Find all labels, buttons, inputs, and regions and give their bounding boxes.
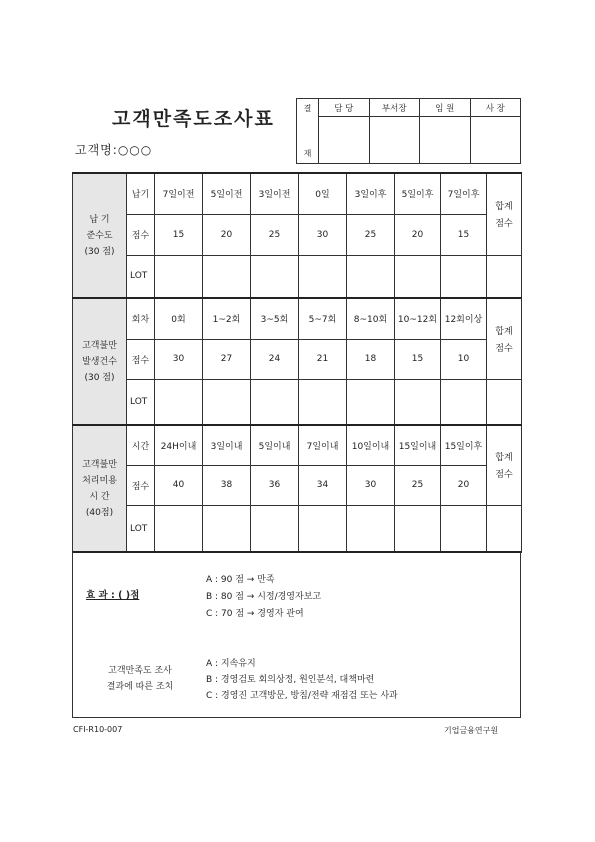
section-1-head: 5일이전 bbox=[203, 173, 251, 214]
section-2-score: 30 bbox=[155, 339, 203, 379]
measures-label-line: 고객만족도 조사 bbox=[108, 666, 172, 676]
lot-cell[interactable] bbox=[395, 379, 441, 425]
lot-cell[interactable] bbox=[251, 505, 299, 552]
section-1-score: 20 bbox=[395, 214, 441, 255]
lot-cell[interactable] bbox=[487, 505, 522, 552]
survey-table bbox=[72, 172, 522, 553]
section-1-total bbox=[487, 173, 522, 255]
lot-cell[interactable] bbox=[251, 379, 299, 425]
section-3-score: 36 bbox=[251, 465, 299, 505]
customer-name: 고객명:○○○ bbox=[75, 143, 153, 157]
section-3-cat-line: 고객불만 bbox=[82, 459, 117, 470]
total-label: 점수 bbox=[495, 343, 513, 354]
lot-cell[interactable] bbox=[441, 505, 487, 552]
approval-sign-director[interactable] bbox=[420, 117, 471, 164]
section-1-score: 20 bbox=[203, 214, 251, 255]
lot-cell[interactable] bbox=[487, 255, 522, 298]
lot-cell[interactable] bbox=[299, 379, 347, 425]
lot-cell[interactable] bbox=[347, 255, 395, 298]
section-3-cat-line: (40점) bbox=[85, 507, 114, 518]
section-1-head: 3일이전 bbox=[251, 173, 299, 214]
lot-cell[interactable] bbox=[395, 505, 441, 552]
section-1-head: 7일이후 bbox=[441, 173, 487, 214]
lot-cell[interactable] bbox=[395, 255, 441, 298]
section-2-score: 18 bbox=[347, 339, 395, 379]
section-3-score: 30 bbox=[347, 465, 395, 505]
approval-sign-staff[interactable] bbox=[319, 117, 370, 164]
section-1-score: 15 bbox=[155, 214, 203, 255]
approval-header-president: 사 장 bbox=[470, 99, 521, 117]
section-2-lot-label: LOT bbox=[127, 379, 155, 425]
section-1-cat-line: 준수도 bbox=[86, 230, 113, 241]
section-3-head: 24H이내 bbox=[155, 425, 203, 465]
section-2-head: 0회 bbox=[155, 298, 203, 339]
lot-cell[interactable] bbox=[487, 379, 522, 425]
effect-line-c: C : 70 점 → 경영자 관여 bbox=[206, 609, 304, 619]
section-2-head: 1~2회 bbox=[203, 298, 251, 339]
section-3-head: 3일이내 bbox=[203, 425, 251, 465]
measure-line-c: C : 경영진 고객방문, 방침/전략 재점검 또는 사과 bbox=[206, 691, 398, 701]
lot-cell[interactable] bbox=[347, 379, 395, 425]
lot-cell[interactable] bbox=[441, 379, 487, 425]
measure-line-b: B : 경영검토 회의상정, 원인분석, 대책마련 bbox=[206, 675, 375, 685]
section-1-score: 25 bbox=[347, 214, 395, 255]
section-2-category bbox=[73, 298, 127, 425]
measures-label-line: 결과에 따른 조치 bbox=[106, 682, 174, 692]
total-label: 점수 bbox=[495, 219, 513, 230]
section-3-score: 34 bbox=[299, 465, 347, 505]
section-2-cat-line: (30 점) bbox=[84, 372, 115, 383]
section-1-head: 7일이전 bbox=[155, 173, 203, 214]
section-3-score-label: 점수 bbox=[127, 465, 155, 505]
section-2-head-label: 회차 bbox=[127, 298, 155, 339]
section-1-cat-line: (30 점) bbox=[84, 246, 115, 257]
section-1-score: 25 bbox=[251, 214, 299, 255]
total-label: 합계 bbox=[495, 326, 513, 337]
section-2-cat-line: 발생건수 bbox=[82, 356, 117, 367]
section-3-head: 15일이후 bbox=[441, 425, 487, 465]
approval-side-top: 결 bbox=[303, 104, 312, 113]
section-1-cat-line: 납 기 bbox=[89, 214, 110, 225]
section-2-score: 15 bbox=[395, 339, 441, 379]
measures-label bbox=[90, 663, 190, 695]
section-3-head: 10일이내 bbox=[347, 425, 395, 465]
section-3-score: 38 bbox=[203, 465, 251, 505]
effect-label-text: 효 과 : ( )점 bbox=[86, 590, 140, 601]
effect-line-a: A : 90 점 → 만족 bbox=[206, 575, 275, 585]
section-2-head: 10~12회 bbox=[395, 298, 441, 339]
approval-header-manager: 부서장 bbox=[369, 99, 420, 117]
section-2-head: 12회이상 bbox=[441, 298, 487, 339]
section-2-cat-line: 고객불만 bbox=[82, 340, 117, 351]
approval-sign-president[interactable] bbox=[470, 117, 521, 164]
lot-cell[interactable] bbox=[347, 505, 395, 552]
approval-header-director: 임 원 bbox=[420, 99, 471, 117]
section-3-head-label: 시간 bbox=[127, 425, 155, 465]
lot-cell[interactable] bbox=[441, 255, 487, 298]
section-2-score: 24 bbox=[251, 339, 299, 379]
page-title: 고객만족도조사표 bbox=[112, 108, 275, 130]
lot-cell[interactable] bbox=[155, 379, 203, 425]
section-2-head: 8~10회 bbox=[347, 298, 395, 339]
total-label: 합계 bbox=[495, 202, 513, 213]
section-3-head: 7일이내 bbox=[299, 425, 347, 465]
section-3-category bbox=[73, 425, 127, 552]
section-1-head-label: 납기 bbox=[127, 173, 155, 214]
approval-side bbox=[297, 99, 319, 164]
section-1-score-label: 점수 bbox=[127, 214, 155, 255]
lot-cell[interactable] bbox=[203, 255, 251, 298]
section-2-score-label: 점수 bbox=[127, 339, 155, 379]
lot-cell[interactable] bbox=[203, 379, 251, 425]
lot-cell[interactable] bbox=[251, 255, 299, 298]
section-2-head: 3~5회 bbox=[251, 298, 299, 339]
measure-line-a: A : 지속유지 bbox=[206, 659, 256, 669]
section-2-score: 21 bbox=[299, 339, 347, 379]
total-label: 합계 bbox=[495, 453, 513, 464]
form-code: CFI-R10-007 bbox=[73, 725, 123, 734]
organization: 기업금융연구원 bbox=[444, 726, 499, 735]
section-1-head: 5일이후 bbox=[395, 173, 441, 214]
section-3-lot-label: LOT bbox=[127, 505, 155, 552]
lot-cell[interactable] bbox=[155, 255, 203, 298]
section-3-score: 40 bbox=[155, 465, 203, 505]
effect-line-b: B : 80 점 → 시정/경영자보고 bbox=[206, 592, 322, 602]
section-1-head: 0일 bbox=[299, 173, 347, 214]
section-2-total bbox=[487, 298, 522, 379]
section-3-cat-line: 시 간 bbox=[89, 491, 110, 502]
lot-cell[interactable] bbox=[155, 505, 203, 552]
section-2-head: 5~7회 bbox=[299, 298, 347, 339]
effect-label bbox=[86, 587, 139, 601]
section-3-head: 15일이내 bbox=[395, 425, 441, 465]
section-3-head: 5일이내 bbox=[251, 425, 299, 465]
section-1-head: 3일이후 bbox=[347, 173, 395, 214]
lot-cell[interactable] bbox=[203, 505, 251, 552]
lot-cell[interactable] bbox=[299, 505, 347, 552]
approval-side-bottom: 재 bbox=[303, 149, 312, 158]
approval-sign-manager[interactable] bbox=[369, 117, 420, 164]
section-1-lot-label: LOT bbox=[127, 255, 155, 298]
section-3-cat-line: 처리미용 bbox=[82, 475, 117, 486]
approval-header-staff: 담 당 bbox=[319, 99, 370, 117]
approval-table bbox=[296, 98, 521, 164]
section-1-score: 15 bbox=[441, 214, 487, 255]
section-1-category bbox=[73, 173, 127, 298]
section-3-total bbox=[487, 425, 522, 505]
section-1-score: 30 bbox=[299, 214, 347, 255]
section-2-score: 27 bbox=[203, 339, 251, 379]
section-2-score: 10 bbox=[441, 339, 487, 379]
section-3-score: 25 bbox=[395, 465, 441, 505]
lot-cell[interactable] bbox=[299, 255, 347, 298]
section-3-score: 20 bbox=[441, 465, 487, 505]
total-label: 점수 bbox=[495, 470, 513, 481]
